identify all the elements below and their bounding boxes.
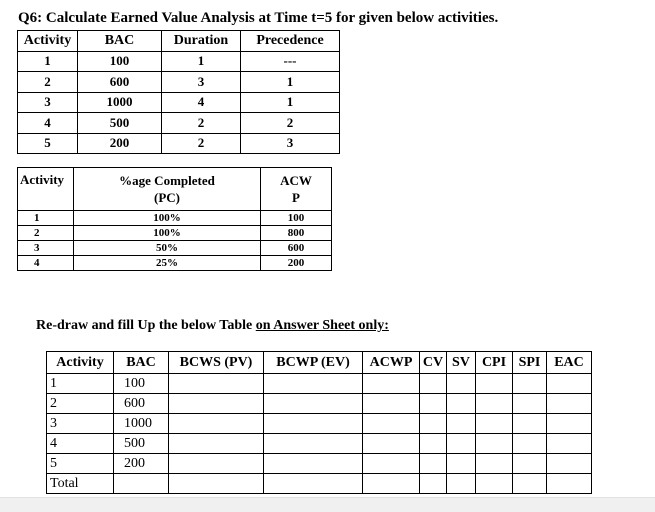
empty-cell <box>513 394 547 414</box>
table-cell: 2 <box>241 113 340 134</box>
empty-cell <box>169 474 264 494</box>
table-cell: 1 <box>47 374 114 394</box>
table-row <box>18 133 340 154</box>
table-cell: Total <box>47 474 114 494</box>
empty-cell <box>476 434 513 454</box>
header-cell: SV <box>447 352 476 374</box>
header-cell: BCWP (EV) <box>264 352 363 374</box>
empty-cell <box>363 414 420 434</box>
empty-cell <box>447 374 476 394</box>
empty-cell <box>547 394 592 414</box>
empty-cell <box>169 374 264 394</box>
table-cell: 3 <box>47 414 114 434</box>
header-cell: BAC <box>78 31 162 52</box>
table-cell: 600 <box>114 394 169 414</box>
header-cell: ACW P <box>261 168 332 211</box>
table-cell: 4 <box>18 256 74 271</box>
empty-cell <box>169 394 264 414</box>
header-cell: ACWP <box>363 352 420 374</box>
empty-cell <box>513 474 547 494</box>
question-title: Q6: Calculate Earned Value Analysis at Time t=5 for given below activities. <box>18 10 499 26</box>
table-cell: 200 <box>261 256 332 271</box>
instruction-underlined: on Answer Sheet only: <box>255 318 389 333</box>
empty-cell <box>547 414 592 434</box>
empty-cell <box>420 414 447 434</box>
table-row <box>18 256 332 271</box>
table-cell: 1000 <box>78 92 162 113</box>
table-cell: 1 <box>18 211 74 226</box>
table-cell: 2 <box>18 72 78 93</box>
table-header-row <box>18 168 332 211</box>
empty-cell <box>513 374 547 394</box>
table-cell: 3 <box>18 241 74 256</box>
empty-cell <box>363 394 420 414</box>
table-cell: 2 <box>47 394 114 414</box>
header-cell: Activity <box>47 352 114 374</box>
table-cell: 25% <box>74 256 261 271</box>
header-cell: BAC <box>114 352 169 374</box>
table-cell: 600 <box>78 72 162 93</box>
table-cell: 5 <box>18 133 78 154</box>
table-cell: 1 <box>241 92 340 113</box>
empty-cell <box>363 434 420 454</box>
empty-cell <box>420 374 447 394</box>
header-cell: Activity <box>18 31 78 52</box>
table-row <box>47 394 592 414</box>
header-cell: CPI <box>476 352 513 374</box>
empty-cell <box>447 394 476 414</box>
empty-cell <box>420 394 447 414</box>
header-cell: SPI <box>513 352 547 374</box>
answer-table <box>46 351 592 494</box>
header-cell: CV <box>420 352 447 374</box>
table-cell: 600 <box>261 241 332 256</box>
table-row <box>47 474 592 494</box>
table-cell: --- <box>241 51 340 72</box>
empty-cell <box>264 414 363 434</box>
table-cell: 100% <box>74 211 261 226</box>
empty-cell <box>547 454 592 474</box>
empty-cell <box>264 394 363 414</box>
table-row <box>47 434 592 454</box>
progress-table <box>17 167 332 271</box>
table-row <box>47 414 592 434</box>
table-cell: 4 <box>47 434 114 454</box>
empty-cell <box>363 374 420 394</box>
empty-cell <box>169 414 264 434</box>
table-row <box>18 51 340 72</box>
table-row <box>18 226 332 241</box>
empty-cell <box>420 434 447 454</box>
empty-cell <box>447 474 476 494</box>
table-cell: 2 <box>162 113 241 134</box>
header-cell: %age Completed (PC) <box>74 168 261 211</box>
table-cell: 1 <box>18 51 78 72</box>
table-row <box>47 454 592 474</box>
table-row <box>18 72 340 93</box>
empty-cell <box>169 454 264 474</box>
table-cell: 3 <box>162 72 241 93</box>
table-cell: 3 <box>18 92 78 113</box>
header-cell: BCWS (PV) <box>169 352 264 374</box>
table-cell: 100 <box>78 51 162 72</box>
table-row <box>18 241 332 256</box>
empty-cell <box>420 474 447 494</box>
empty-cell <box>476 374 513 394</box>
empty-cell <box>476 474 513 494</box>
table-cell: 4 <box>18 113 78 134</box>
empty-cell <box>363 454 420 474</box>
table-cell: 100 <box>261 211 332 226</box>
table-cell: 100% <box>74 226 261 241</box>
header-cell: EAC <box>547 352 592 374</box>
empty-cell <box>420 454 447 474</box>
instruction-text <box>36 318 389 334</box>
table-cell: 2 <box>18 226 74 241</box>
header-cell: Duration <box>162 31 241 52</box>
empty-cell <box>476 414 513 434</box>
table-cell: 100 <box>114 374 169 394</box>
table-cell: 4 <box>162 92 241 113</box>
table-cell: 1000 <box>114 414 169 434</box>
table-cell: 2 <box>162 133 241 154</box>
horizontal-scrollbar[interactable] <box>0 497 655 512</box>
table-cell <box>114 474 169 494</box>
table-cell: 5 <box>47 454 114 474</box>
table-header-row <box>47 352 592 374</box>
header-cell: Activity <box>18 168 74 211</box>
empty-cell <box>169 434 264 454</box>
empty-cell <box>264 434 363 454</box>
empty-cell <box>476 394 513 414</box>
header-cell: Precedence <box>241 31 340 52</box>
empty-cell <box>363 474 420 494</box>
table-cell: 1 <box>162 51 241 72</box>
table-row <box>18 92 340 113</box>
empty-cell <box>476 454 513 474</box>
table-cell: 500 <box>114 434 169 454</box>
table-row <box>18 211 332 226</box>
table-cell: 800 <box>261 226 332 241</box>
empty-cell <box>447 434 476 454</box>
empty-cell <box>513 434 547 454</box>
table-cell: 500 <box>78 113 162 134</box>
table-row <box>18 113 340 134</box>
empty-cell <box>447 454 476 474</box>
empty-cell <box>513 414 547 434</box>
empty-cell <box>264 474 363 494</box>
instruction-lead: Re-draw and fill Up the below Table <box>36 318 256 333</box>
table-cell: 200 <box>78 133 162 154</box>
table-cell: 200 <box>114 454 169 474</box>
activity-table <box>17 30 340 154</box>
table-cell: 50% <box>74 241 261 256</box>
empty-cell <box>547 474 592 494</box>
empty-cell <box>264 454 363 474</box>
empty-cell <box>547 434 592 454</box>
table-row <box>47 374 592 394</box>
empty-cell <box>447 414 476 434</box>
empty-cell <box>547 374 592 394</box>
empty-cell <box>264 374 363 394</box>
table-header-row <box>18 31 340 52</box>
empty-cell <box>513 454 547 474</box>
table-cell: 1 <box>241 72 340 93</box>
table-cell: 3 <box>241 133 340 154</box>
